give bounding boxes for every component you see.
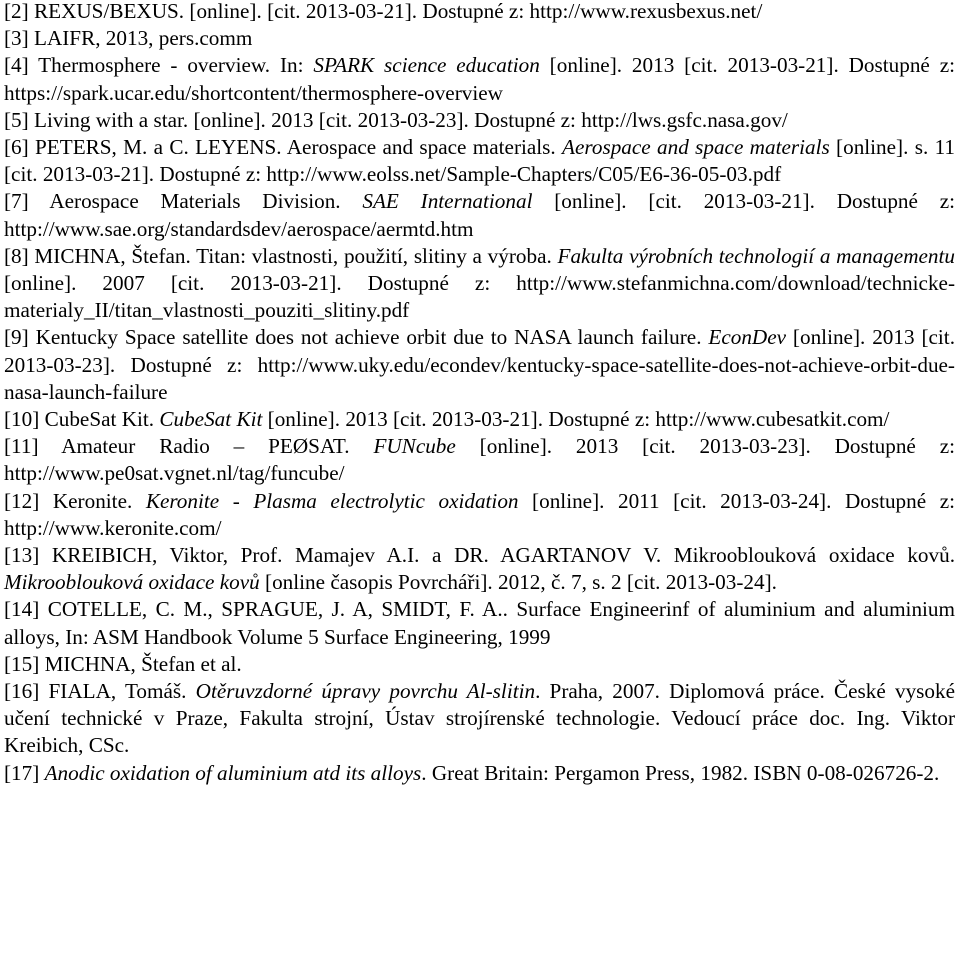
reference-source-title: SAE International [362,189,533,214]
reference-item [4,52,955,106]
reference-text: [online]. [cit. 2013-03-21]. Dostupné z: http://www.sae.org/standardsdev/aerospace/aermtd.htm [4,189,955,241]
reference-source-title: Mikrooblouková oxidace kovů [4,570,260,595]
reference-text: [online]. 2013 [cit. 2013-03-23]. Dostupné z: http://www.uky.edu/econdev/kentucky-space-satellite-does-not-achieve-orbit-due-nasa-launch-failure [4,325,955,404]
reference-item [4,0,955,25]
reference-text: [online]. 2013 [cit. 2013-03-21]. Dostupné z: https://spark.ucar.edu/shortcontent/thermosphere-overview [4,53,955,105]
reference-text: [5] Living with a star. [online]. 2013 [cit. 2013-03-23]. Dostupné z: http://lws.gsfc.nasa.gov/ [4,107,788,132]
reference-source-title: CubeSat Kit [159,407,263,432]
reference-text: . Praha, 2007. Diplomová práce. České vysoké učení technické v Praze, Fakulta strojní, Ústav strojírenské technologie. Vedoucí práce doc. Ing. Viktor Kreibich, CSc. [4,679,955,758]
reference-source-title: Fakulta výrobních technologií a managementu [557,243,955,268]
reference-text: [2] REXUS/BEXUS. [online]. [cit. 2013-03-21]. Dostupné z: http://www.rexusbexus.net/ [4,0,763,23]
reference-text: [3] LAIFR, 2013, pers.comm [4,26,253,51]
reference-source-title: FUNcube [373,434,456,459]
reference-text: [online]. s. 11 [cit. 2013-03-21]. Dostupné z: http://www.eolss.net/Sample-Chapters/C05/E6-36-05-03.pdf [4,135,955,187]
reference-item [4,760,955,787]
reference-item [4,188,955,242]
reference-item [4,596,955,650]
reference-text: [10] CubeSat Kit. [4,407,160,432]
reference-text: [online časopis Povrcháři]. 2012, č. 7, s. 2 [cit. 2013-03-24]. [259,570,777,595]
reference-source-title: EconDev [708,325,787,350]
reference-text: [12] Keronite. [4,488,146,513]
reference-item [4,542,955,596]
reference-item [4,678,955,760]
reference-item [4,406,955,433]
reference-text: [14] COTELLE, C. M., SPRAGUE, J. A, SMIDT, F. A.. Surface Engineerinf of aluminium and aluminium alloys, In: ASM Handbook Volume 5 Surface Engineering, 1999 [4,597,955,649]
reference-text: [17] [4,760,45,785]
reference-text: [online]. 2013 [cit. 2013-03-23]. Dostupné z: http://www.pe0sat.vgnet.nl/tag/funcube/ [4,434,955,486]
reference-text: [online]. 2011 [cit. 2013-03-24]. Dostupné z: http://www.keronite.com/ [4,488,955,540]
reference-text: . Great Britain: Pergamon Press, 1982. ISBN 0-08-026726-2. [421,760,940,785]
reference-item [4,134,955,188]
reference-text: [9] Kentucky Space satellite does not achieve orbit due to NASA launch failure. [4,325,709,350]
reference-source-title: Otěruvzdorné úpravy povrchu Al-slitin [195,679,536,704]
reference-item [4,243,955,325]
reference-source-title: Aerospace and space materials [562,135,830,160]
reference-item [4,651,955,678]
reference-list [4,0,955,787]
reference-text: [11] Amateur Radio – PEØSAT. [4,434,374,459]
reference-item [4,488,955,542]
reference-item [4,324,955,406]
reference-source-title: SPARK science education [313,53,540,78]
reference-text: [online]. 2007 [cit. 2013-03-21]. Dostupné z: http://www.stefanmichna.com/download/technicke-materialy_II/titan_vlastnosti_pouziti_slitiny.pdf [4,271,955,323]
reference-text: [15] MICHNA, Štefan et al. [4,651,242,676]
reference-item [4,433,955,487]
reference-text: [7] Aerospace Materials Division. [4,189,363,214]
reference-text: [8] MICHNA, Štefan. Titan: vlastnosti, použití, slitiny a výroba. [4,243,558,268]
reference-text: [16] FIALA, Tomáš. [4,679,196,704]
reference-source-title: Anodic oxidation of aluminium atd its alloys [44,760,422,785]
reference-item [4,107,955,134]
reference-item [4,25,955,52]
reference-text: [13] KREIBICH, Viktor, Prof. Mamajev A.I. a DR. AGARTANOV V. Mikrooblouková oxidace kovů. [4,543,955,568]
reference-text: [online]. 2013 [cit. 2013-03-21]. Dostupné z: http://www.cubesatkit.com/ [262,407,890,432]
reference-text: [4] Thermosphere - overview. In: [4,53,314,78]
reference-source-title: Keronite - Plasma electrolytic oxidation [145,488,519,513]
reference-text: [6] PETERS, M. a C. LEYENS. Aerospace and space materials. [4,135,563,160]
